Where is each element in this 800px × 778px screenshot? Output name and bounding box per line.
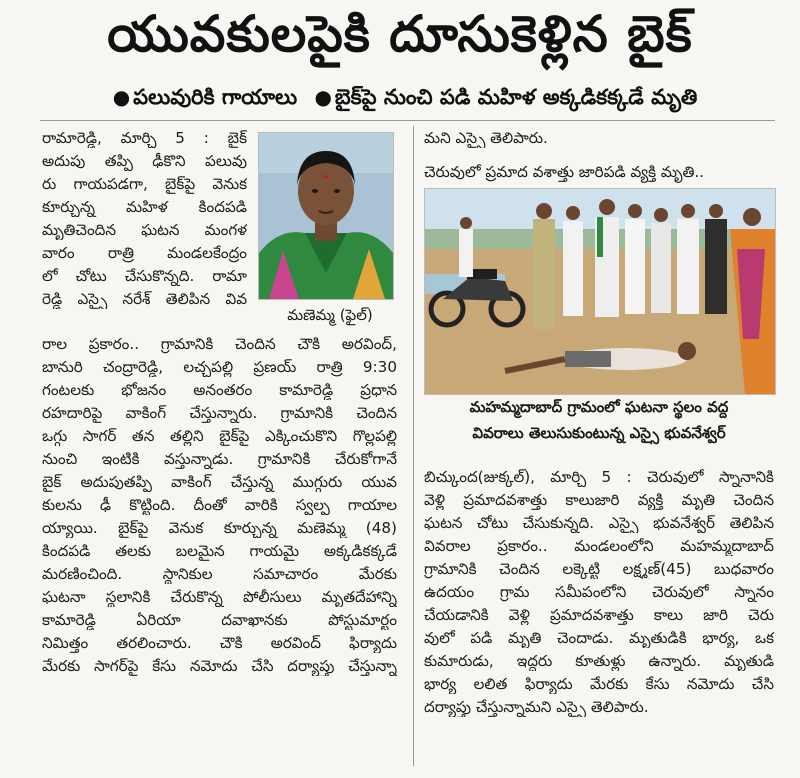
article1-line: గంటలకు భోజనం అనంతరం కామారెడ్డి ప్రధాన <box>42 381 397 399</box>
article1-line: బైక్ అదుపుతప్పి వాకింగ్ చేస్తున్న ముగ్గురు యువ <box>42 473 397 491</box>
article2-line: ఘటన చోటు చేసుకున్నది. ఎస్సై భువనేశ్వర్ తెలిపిన <box>424 514 774 532</box>
article1-line: మరణించింది. స్థానికుల సమాచారం మేరకు <box>42 565 397 583</box>
scene-caption-line: మహమ్మదాబాద్ గ్రామంలో ఘటనా స్థలం వద్ద <box>469 398 729 416</box>
bullet-icon: ● <box>112 85 131 109</box>
article1-line: అదుపు తప్పి ఢీకొని పలువు <box>42 152 247 170</box>
article1-line: కిందపడి తలకు బలమైన గాయమై అక్కడికక్కడే <box>42 542 397 560</box>
portrait-illustration <box>259 133 393 299</box>
article1-ending: మని ఎస్సై తెలిపారు. <box>424 129 548 147</box>
article1-line: రహదారిపై వాకింగ్ చేస్తున్నారు. గ్రామానికి చెందిన <box>42 404 397 422</box>
article1-line: లో చోటు చేసుకొన్నది. రామా <box>42 267 247 285</box>
article1-line: రామారెడ్డి, మార్చి 5 : బైక్ <box>42 129 247 147</box>
article2-line: వులో పడి మృతి చెందాడు. మృతుడికి భార్య, ఒక <box>424 629 774 647</box>
article2-line: వివరాల ప్రకారం.. మండలంలోని మహమ్మదాబాద్ <box>424 537 774 555</box>
article1-line: ఘటనా స్థలానికి చేరుకొన్న పోలీసులు మృతదేహాన్ని <box>42 588 397 606</box>
scene-illustration <box>425 189 775 394</box>
article1-line: ఒగ్గు సాగర్ తన తల్లిని బైక్‌పై ఎక్కించుకొని గొల్లపల్లి <box>42 427 397 445</box>
subheadline <box>0 80 800 114</box>
article1-line: నిమిత్తం తరలించారు. చౌకి అరవింద్ ఫిర్యాదు <box>42 634 397 652</box>
article2-line: భార్య లలిత ఫిర్యాదు మేరకు కేసు నమోదు చేసి <box>424 675 774 693</box>
article1-line: య్యాయి. బైక్‌పై వెనుక కూర్చున్న మణెమ్మ (48) <box>42 519 397 537</box>
article1-line: కులను ఢీ కొట్టింది. దీంతో వారికి స్వల్ప గాయాల <box>42 496 397 514</box>
scene-caption-line: వివరాలు తెలుసుకుంటున్న ఎస్సై భువనేశ్వర్ <box>472 424 726 442</box>
article2-title: చెరువులో ప్రమాద వశాత్తు జారిపడి వ్యక్తి మృతి.. <box>424 163 704 181</box>
portrait-caption: మణెమ్మ (ఫైల్) <box>287 306 373 324</box>
article2-line: చేయడానికి వెళ్లి ప్రమాదవశాత్తు కాలు జారి చెరు <box>424 606 774 624</box>
article2-line: ఉదయం గ్రామ సమీపంలోని చెరువులో స్నానం <box>424 583 774 601</box>
article2-line: కుమారుడు, ఇద్దరు కూతుళ్లు ఉన్నారు. మృతుడి <box>424 652 774 670</box>
article1-line: మేరకు సాగర్‌పై కేసు నమోదు చేసి దర్యాప్తు చేస్తున్నా <box>42 657 397 675</box>
article1-line: బానురి చంద్రారెడ్డి, లచ్చపల్లి ప్రణయ్ రాత్రి 9:30 <box>42 358 397 376</box>
portrait-photo <box>258 132 394 300</box>
article2-line: బిచ్కుంద(జుక్కల్), మార్చి 5 : చెరువులో స్నానానికి <box>424 468 774 486</box>
scene-photo <box>424 188 776 395</box>
article1-line: రెడ్డి ఎస్సై నరేశ్ తెలిపిన వివ <box>42 290 247 308</box>
header-rule <box>40 120 775 121</box>
headline: యువకులపైకి దూసుకెళ్లిన బైక్ <box>107 5 693 63</box>
article2-line: గ్రామానికి చెందిన లక్కెట్టి లక్ష్మణ్(45) బుధవారం <box>424 560 774 578</box>
article2-line: దర్యాప్తు చేస్తున్నామని ఎస్సై తెలిపారు. <box>424 698 649 716</box>
article1-line: కూర్చున్న మహిళ కిందపడి <box>42 198 247 216</box>
article1-line: రు గాయపడగా, బైక్‌పై వెనుక <box>42 175 247 193</box>
subhead-2: బైక్‌పై నుంచి పడి మహిళ అక్కడికక్కడే మృతి <box>334 85 698 109</box>
article1-line: కామారెడ్డి ఏరియా దవాఖానకు పోస్టుమార్టం <box>42 611 397 629</box>
bullet-icon: ● <box>314 85 332 109</box>
article1-line: నుంచి ఇంటికి వస్తున్నాడు. గ్రామానికి చేరుకోగానే <box>42 450 397 468</box>
article1-line: రాల ప్రకారం.. గ్రామానికి చెందిన చౌకి అరవింద్, <box>42 335 397 353</box>
article2-line: వెళ్లి ప్రమాదవశాత్తు కాలుజారి వ్యక్తి మృతి చెందిన <box>424 491 774 509</box>
column-divider <box>413 126 414 766</box>
article1-line: వారం రాత్రి మండలకేంద్రం <box>42 244 247 262</box>
article1-line: మృతిచెందిన ఘటన మంగళ <box>42 221 247 239</box>
subhead-1: పలువురికి గాయాలు <box>133 85 298 109</box>
